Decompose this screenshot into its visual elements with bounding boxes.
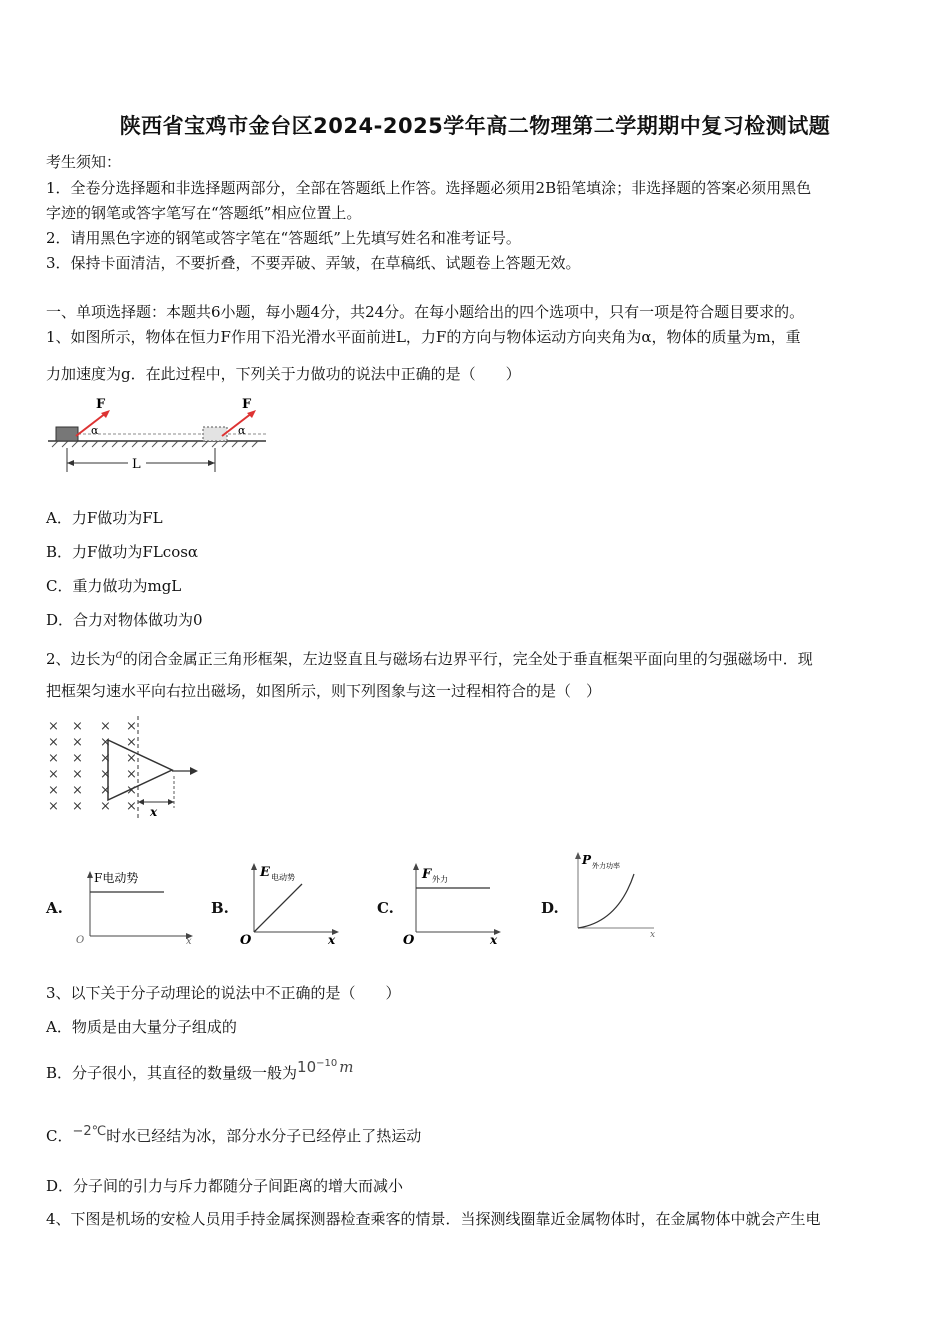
section-heading: 一、单项选择题：本题共6小题，每小题4分，共24分。在每小题给出的四个选项中，只有一项是符合题目要求的。 — [46, 303, 805, 321]
q1-stem-a: 1、如图所示，物体在恒力F作用下沿光滑水平面前进L，力F的方向与物体运动方向夹角为α，物体的质量为m，重 — [46, 328, 801, 346]
graph-b-axis-sub: 电动势 — [271, 873, 295, 882]
svg-text:×: × — [100, 719, 111, 734]
svg-text:×: × — [126, 719, 137, 734]
q1-force-label-2: F — [242, 397, 252, 412]
graph-a-origin: O — [76, 935, 85, 946]
q3-option-a: A．物质是由大量分子组成的 — [46, 1018, 237, 1036]
q1-force-label-1: F — [96, 397, 106, 412]
svg-text:×: × — [100, 767, 111, 782]
notice-heading: 考生须知： — [46, 153, 122, 171]
formula-base: 10 — [297, 1058, 317, 1076]
notice-item-1a: 1．全卷分选择题和非选择题两部分，全部在答题纸上作答。选择题必须用2B铅笔填涂；非选择题的答案必须用黑色 — [46, 179, 812, 197]
graph-c-x-label: x — [490, 933, 498, 947]
q3-option-b-formula — [297, 1058, 353, 1076]
graph-a-x-label: x — [186, 936, 192, 947]
q2-graph-b-label: B. — [211, 899, 229, 917]
svg-text:×: × — [72, 735, 83, 750]
svg-text:×: × — [48, 799, 59, 814]
q1-alpha-label-1: α — [91, 424, 99, 437]
q2-graph-c-label: C. — [377, 899, 394, 917]
q1-option-c: C．重力做功为mgL — [46, 577, 182, 595]
q2-graph-a — [72, 868, 197, 948]
svg-text:×: × — [126, 767, 137, 782]
q1-alpha-label-2: α — [238, 424, 246, 437]
svg-text:×: × — [72, 783, 83, 798]
graph-c-axis-sub: 外力 — [432, 875, 448, 884]
q3-stem: 3、以下关于分子动理论的说法中不正确的是（ ） — [46, 984, 401, 1002]
notice-item-3: 3．保持卡面清洁，不要折叠，不要弄破、弄皱，在草稿纸、试题卷上答题无效。 — [46, 254, 581, 272]
q1-figure — [46, 392, 271, 477]
graph-d-axis-sub: 外力功率 — [592, 862, 620, 870]
svg-text:×: × — [48, 783, 59, 798]
q3-option-c — [46, 1125, 421, 1146]
triangle-frame — [108, 740, 172, 800]
q3-option-c-formula: −2℃ — [72, 1124, 107, 1139]
svg-text:×: × — [126, 735, 137, 750]
formula-exp: −10 — [316, 1058, 338, 1069]
q2-graph-d — [570, 848, 665, 943]
magnetic-field-crosses — [48, 719, 137, 814]
q2-graph-c — [402, 858, 507, 948]
q3-option-c-text: 时水已经结为冰，部分水分子已经停止了热运动 — [106, 1127, 422, 1145]
svg-text:×: × — [72, 767, 83, 782]
svg-text:×: × — [72, 751, 83, 766]
graph-a-axis-label: F电动势 — [94, 871, 139, 885]
q1-length-label: L — [132, 457, 141, 472]
q2-stem-a2: 的闭合金属正三角形框架，左边竖直且与磁场右边界平行，完全处于垂直框架平面向里的匀强磁场中．现 — [122, 650, 813, 668]
svg-text:×: × — [48, 735, 59, 750]
q2-figure — [44, 712, 204, 822]
q3-option-b-text: B．分子很小，其直径的数量级一般为 — [46, 1064, 298, 1082]
q2-fig-x-label: x — [150, 805, 158, 819]
q3-option-c-prefix: C． — [46, 1127, 73, 1145]
q2-stem-a1: 2、边长为 — [46, 650, 116, 668]
svg-text:×: × — [72, 719, 83, 734]
svg-text:×: × — [48, 767, 59, 782]
q1-option-a: A．力F做功为FL — [46, 509, 163, 527]
svg-text:×: × — [48, 751, 59, 766]
svg-text:×: × — [72, 799, 83, 814]
q1-option-d: D．合力对物体做功为0 — [46, 611, 203, 629]
q2-stem-b: 把框架匀速水平向右拉出磁场，如图所示，则下列图象与这一过程相符合的是（ ） — [46, 682, 602, 700]
svg-text:×: × — [100, 751, 111, 766]
svg-text:×: × — [126, 783, 137, 798]
graph-b-origin: O — [240, 933, 252, 948]
q2-stem-a — [46, 644, 813, 669]
q1-block-start — [56, 427, 78, 441]
graph-b-axis-label: E — [260, 865, 270, 880]
graph-d-axis-label: P — [582, 853, 592, 867]
q4-stem: 4、下图是机场的安检人员用手持金属探测器检查乘客的情景．当探测线圈靠近金属物体时，在金属物体中就会产生电 — [46, 1210, 821, 1228]
notice-item-1b: 字迹的钢笔或答字笔写在“答题纸”相应位置上。 — [46, 204, 362, 222]
q2-side-symbol: a — [115, 647, 123, 661]
graph-d-x-label: x — [650, 930, 656, 940]
graph-b-x-label: x — [328, 933, 336, 947]
q2-graph-b — [238, 858, 343, 948]
svg-text:×: × — [126, 751, 137, 766]
notice-item-2: 2．请用黑色字迹的钢笔或答字笔在“答题纸”上先填写姓名和准考证号。 — [46, 229, 521, 247]
q2-graph-a-label: A. — [46, 899, 63, 917]
svg-text:×: × — [100, 799, 111, 814]
q3-option-b — [46, 1058, 354, 1083]
graph-c-axis-label: F — [422, 867, 432, 882]
page-title: 陕西省宝鸡市金台区2024-2025学年高二物理第二学期期中复习检测试题 — [119, 114, 831, 138]
graph-c-origin: O — [403, 933, 415, 948]
q1-option-b: B．力F做功为FLcosα — [46, 543, 199, 561]
svg-text:×: × — [100, 735, 111, 750]
svg-text:×: × — [100, 783, 111, 798]
q1-stem-b: 力加速度为g．在此过程中，下列关于力做功的说法中正确的是（ ） — [46, 365, 521, 383]
q2-graph-d-label: D. — [541, 899, 559, 917]
formula-unit: m — [339, 1058, 354, 1076]
svg-text:×: × — [126, 799, 137, 814]
q3-option-d: D．分子间的引力与斥力都随分子间距离的增大而减小 — [46, 1177, 404, 1195]
svg-text:×: × — [48, 719, 59, 734]
